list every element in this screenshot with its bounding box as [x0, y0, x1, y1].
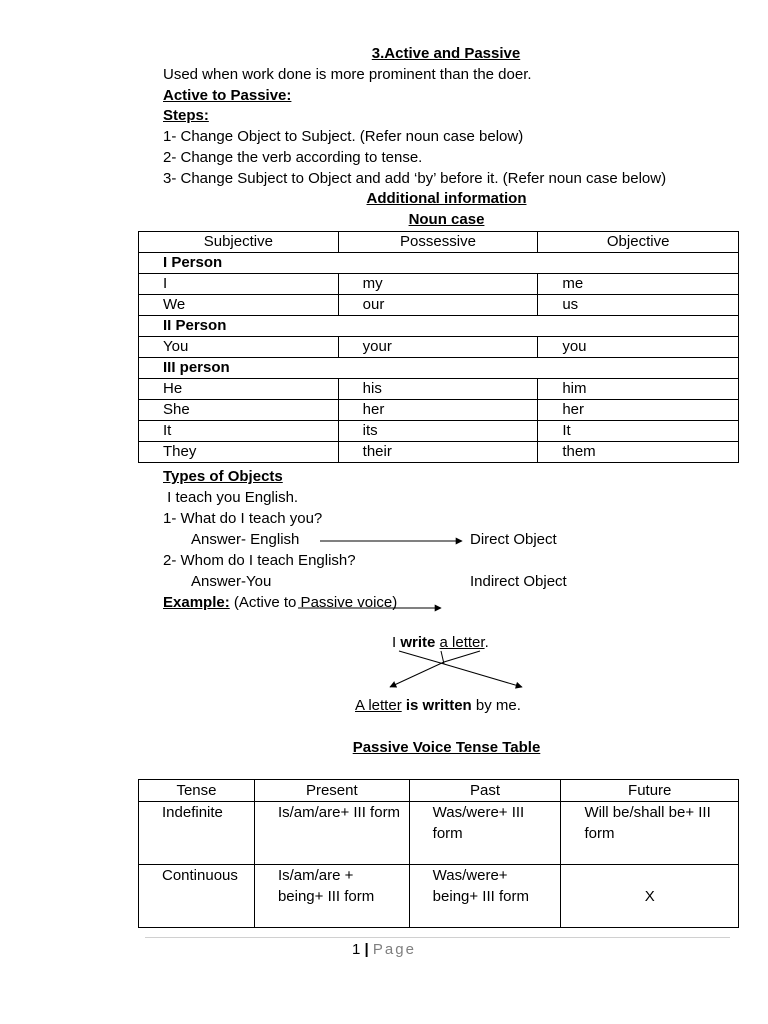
table-cell: her — [338, 400, 538, 421]
table-cell: He — [139, 379, 339, 400]
table-cell: X — [561, 865, 739, 928]
table-cell: Continuous — [139, 865, 255, 928]
additional-info-heading: Additional information — [366, 190, 527, 207]
table-cell: me — [538, 274, 739, 295]
table-cell: We — [139, 295, 339, 316]
step-item: 2- Change the verb according to tense. — [163, 149, 423, 166]
table-header-row — [139, 780, 739, 802]
active-object: a letter — [439, 634, 485, 651]
table-cell: us — [538, 295, 739, 316]
indirect-object-label: Indirect Object — [470, 573, 567, 590]
table-cell: Will be/shall be+ III form — [561, 802, 739, 865]
page-footer — [0, 940, 768, 960]
types-of-objects-heading: Types of Objects — [163, 468, 283, 485]
table-cell: Was/were+ III form — [409, 802, 561, 865]
tense-table-heading: Passive Voice Tense Table — [352, 739, 541, 756]
table-row — [139, 865, 739, 928]
table-cell: his — [338, 379, 538, 400]
table-row — [139, 802, 739, 865]
table-cell: their — [338, 442, 538, 463]
table-cell: my — [338, 274, 538, 295]
active-to-passive-heading: Active to Passive: — [163, 87, 292, 104]
active-sentence — [392, 633, 489, 653]
page-separator: | — [364, 941, 369, 958]
table-cell: Indefinite — [139, 802, 255, 865]
direct-object-label: Direct Object — [470, 531, 557, 548]
header-present: Present — [254, 780, 409, 802]
passive-verb: is written — [405, 697, 472, 714]
table-cell: Is/am/are+ III form — [254, 802, 409, 865]
intro-text: Used when work done is more prominent than the doer. — [163, 66, 532, 83]
group-label: II Person — [139, 316, 739, 337]
page-title: 3.Active and Passive — [371, 45, 521, 62]
table-cell: Is/am/are + being+ III form — [254, 865, 409, 928]
header-subjective: Subjective — [139, 232, 339, 253]
objects-sentence: I teach you English. — [163, 489, 299, 506]
table-cell: your — [338, 337, 538, 358]
header-past: Past — [409, 780, 561, 802]
passive-object: A letter — [355, 697, 402, 714]
table-cell: you — [538, 337, 739, 358]
header-objective: Objective — [538, 232, 739, 253]
active-verb: write — [400, 634, 436, 651]
table-cell: our — [338, 295, 538, 316]
table-cell: She — [139, 400, 339, 421]
noun-case-heading: Noun case — [408, 211, 485, 228]
table-cell: It — [538, 421, 739, 442]
group-label: I Person — [139, 253, 739, 274]
tense-table — [138, 779, 739, 928]
question-1: 1- What do I teach you? — [163, 510, 323, 527]
table-cell: them — [538, 442, 739, 463]
active-subject: I — [392, 634, 397, 651]
answer-2: Answer-You — [191, 573, 272, 590]
example-label: Example: — [163, 594, 230, 611]
page-number: 1 — [352, 941, 361, 958]
steps-heading: Steps: — [163, 107, 209, 124]
table-cell: Was/were+ being+ III form — [409, 865, 561, 928]
table-cell: its — [338, 421, 538, 442]
table-cell: They — [139, 442, 339, 463]
question-2: 2- Whom do I teach English? — [163, 552, 356, 569]
answer-1: Answer- English — [191, 531, 300, 548]
table-cell: I — [139, 274, 339, 295]
active-end: . — [484, 634, 489, 651]
step-item: 3- Change Subject to Object and add ‘by’ before it. (Refer noun case below) — [163, 170, 667, 187]
group-label: III person — [139, 358, 739, 379]
example-note: (Active to Passive voice) — [229, 594, 398, 611]
passive-rest: by me. — [471, 697, 521, 714]
subject-to-object-arrow — [399, 651, 522, 687]
header-future: Future — [561, 780, 739, 802]
table-cell: It — [139, 421, 339, 442]
footer-divider — [145, 937, 730, 938]
header-tense: Tense — [139, 780, 255, 802]
step-item: 1- Change Object to Subject. (Refer noun case below) — [163, 128, 524, 145]
table-cell: her — [538, 400, 739, 421]
header-possessive: Possessive — [338, 232, 538, 253]
object-to-subject-arrow — [390, 651, 480, 687]
table-cell: him — [538, 379, 739, 400]
table-cell: You — [139, 337, 339, 358]
page-label: Page — [372, 941, 416, 958]
passive-sentence — [355, 696, 521, 716]
